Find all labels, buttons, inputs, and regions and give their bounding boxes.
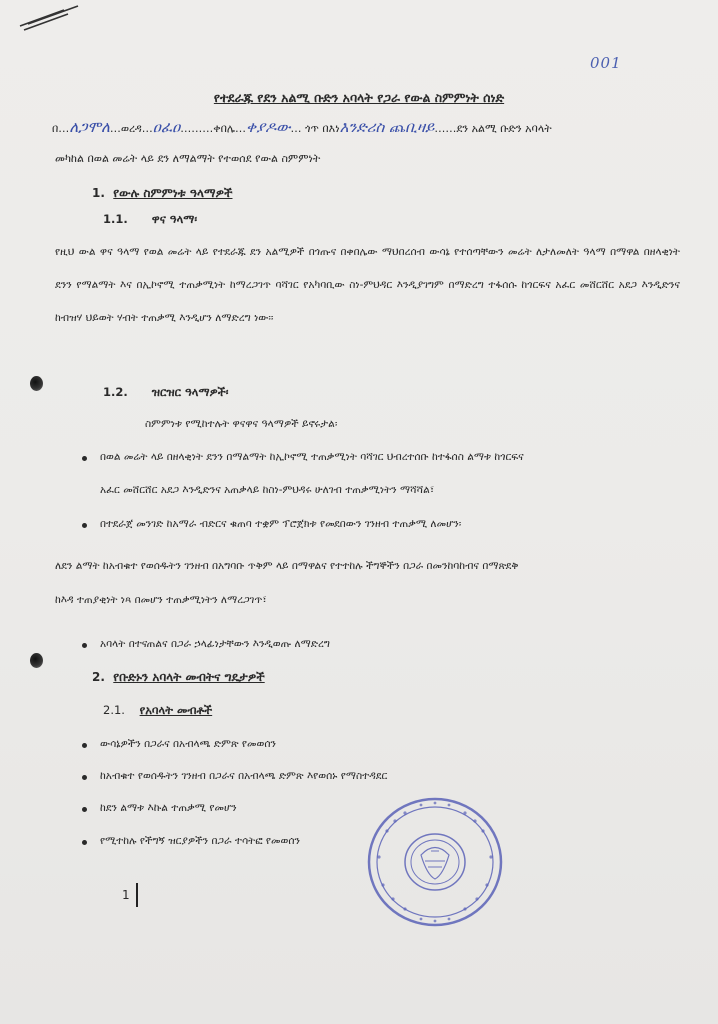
handwritten-woreda: ዐፈዐ [152, 118, 181, 136]
subsection-1-2-title: ዝርዝር ዓላማዎች፡ [151, 385, 229, 399]
intro-text-1: በ… [52, 122, 70, 135]
official-stamp [365, 795, 505, 930]
handwritten-leader: እንድሪስ ጨቢዛይ [339, 118, 435, 136]
document-number: 001 [590, 54, 622, 72]
bullet-marker [82, 643, 87, 648]
section-1-heading [92, 186, 232, 201]
rights-bullet-1: ውሳኔዎችን በጋራና በአብላጫ ድምጽ የመወሰን [100, 738, 276, 750]
punch-hole [30, 376, 43, 391]
repayment-paragraph-line-1: ለደን ልማት ከአብቁተ የወሰዱትን ገንዘብ በአግባቡ ጥቅም ላይ በማዋልና የተተከሉ ችግኞችን በጋራ በመንከባከብና በማጽደቅ [55, 560, 519, 572]
subsection-1-2-intro: ስምምነቱ የሚከተሉት ዋናዋና ዓላማዎች ይኖሩታል፡ [145, 418, 338, 430]
subsection-2-1-title: የአባላት መብቶች [139, 703, 213, 717]
subsection-1-1-heading [103, 212, 197, 227]
main-objective-paragraph: የዚህ ውል ዋና ዓላማ የወል መሬት ላይ የተደራጁ ደን አልሚዎች በጎጡና በቀበሌው ማህበረሰብ ውሳኔ የተሰጣቸውን መሬት ለታለመለት ዓላማ በማዋል በዘላቂነት ደንን የማልማት እና በኢኮኖሚ ተጠቃሚነት ከማረጋገጥ ባሻገር የአካባቢው ስነ-ምህዳር እንዲያገግም በማድረግ ተፋሰሱ ከጎርፍና አፈር መሸርሸር አደጋ እንዲድንና ከብዝሃ ህይወት ሃብት ተጠቃሚ እንዲሆን ለማድረግ ነው፡፡ [55, 246, 680, 324]
bullet-marker [82, 807, 87, 812]
bullet-marker [82, 743, 87, 748]
section-2-title: የቡድኑን አባላት መብትና ግዴታዎች [113, 670, 265, 684]
intro-text-3: ………ቀበሌ… [180, 122, 247, 135]
page-number: 1 [122, 888, 130, 902]
subsection-1-2-heading [103, 385, 229, 400]
intro-text-2: …ወረዳ… [109, 122, 153, 135]
subsection-1-1-title: ዋና ዓላማ፡ [151, 212, 198, 226]
bullet-marker [82, 840, 87, 845]
intro-text-5: ……ደን አልሚ ቡድን አባላት [434, 122, 552, 135]
objective-bullet-3: አባላት በተናጠልና በጋራ ኃላፊነታቸውን እንዲወጡ ለማድረግ [100, 638, 331, 650]
objective-bullet-2: በተደራጀ መንገድ ከአማራ ብድርና ቁጠባ ተቋም ፕሮጀክቱ የመደበውን ገንዘብ ተጠቃሚ ለመሆን፡ [100, 518, 462, 530]
repayment-paragraph-line-2: ከእዳ ተጠያቂነት ነጻ በመሆን ተጠቃሚነትን ለማረጋገጥ፣ [55, 594, 267, 606]
handwritten-kebele: ቀያዶው [246, 118, 291, 136]
subsection-1-2-number: 1.2. [103, 385, 128, 399]
subsection-2-1-heading [103, 703, 212, 718]
bullet-marker [82, 456, 87, 461]
intro-fill-line [52, 118, 552, 136]
bullet-marker [82, 523, 87, 528]
subsection-1-1-number: 1.1. [103, 212, 128, 226]
corner-scribble-mark [18, 4, 88, 34]
section-1-number: 1. [92, 186, 105, 200]
subsection-2-1-number: 2.1. [103, 703, 125, 717]
objective-bullet-1-line-1: በወል መሬት ላይ በዘላቂነት ደንን በማልማት ከኢኮኖሚ ተጠቃሚነት ባሻገር ህብረተሰቡ ከተፋሰስ ልማቱ ከጎርፍና [100, 451, 524, 463]
intro-line-2: መካከል በወል መሬት ላይ ደን ለማልማት የተወሰደ የውል ስምምነት [55, 152, 321, 165]
handwritten-name: ለጋሞለ [69, 118, 110, 136]
objective-bullet-1-line-2: አፈር መሸርሸር አደጋ እንዲድንና አጠቃላይ ከስነ-ምህዳሩ ሁለገብ ተጠቃሚነትን ማሻሻል፣ [100, 484, 435, 496]
rights-bullet-4: የሚተከሉ የችግኝ ዝርያዎችን በጋራ ተሳትፎ የመወሰን [100, 835, 301, 847]
rights-bullet-2: ከአብቁተ የወሰዱትን ገንዘብ በጋራና በአብላጫ ድምጽ እየወሰኑ የማስተዳደር [100, 770, 388, 782]
section-1-title: የውሉ ስምምነቱ ዓላማዎች [113, 186, 233, 200]
bullet-marker [82, 775, 87, 780]
document-title: የተደራጁ የደን አልሚ ቡድን አባላት የጋራ የውል ስምምነት ሰነድ [213, 90, 505, 105]
page-number-bar [136, 883, 138, 907]
section-2-number: 2. [92, 670, 105, 684]
punch-hole [30, 653, 43, 668]
rights-bullet-3: ከደን ልማቱ እኩል ተጠቃሚ የመሆን [100, 802, 237, 814]
intro-text-4: … ጎጥ በእነ [290, 122, 340, 135]
section-2-heading [92, 670, 265, 685]
